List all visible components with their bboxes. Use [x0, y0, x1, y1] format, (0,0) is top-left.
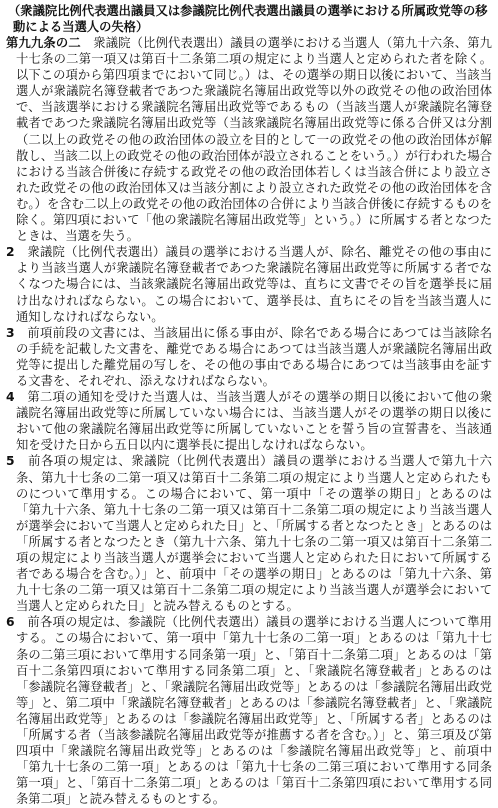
paragraph-text: 第二項の通知を受けた当選人は、当該当選人がその選挙の期日以後において他の衆議院名簿届出政党等に所属していない場合には、当該当選人がその選挙の期日以後において他の衆議院名簿届出政党等に所属していないことを誓う旨の宣誓書を、当該通知を受けた日から五日以内に選挙長に提出しなければならない。 [16, 390, 492, 453]
paragraph-6 [6, 614, 492, 807]
paragraph-text: 衆議院（比例代表選出）議員の選挙における当選人が、除名、離党その他の事由により当該当選人が衆議院名簿登載者であつた衆議院名簿届出政党等に所属する者でなくなつた場合には、当該衆議院名簿届出政党等は、直ちに文書でその旨を選挙長に届け出なければならない。この場合において、選挙長は、直ちにその旨を当該当選人に通知しなければならない。 [16, 245, 492, 324]
article-body [6, 35, 492, 244]
article-number: 第九九条の二 [6, 36, 81, 50]
paragraph-text: 前各項の規定は、衆議院（比例代表選出）議員の選挙における当選人で第九十六条、第九十七条の二第一項又は第百十二条第二項の規定により当選人と定められたものについて準用する。この場合において、第一項中「その選挙の期日」とあるのは「第九十六条、第九十七条の二第一項又は第百十二条第二項の規定により当該当選人が選挙会において当選人と定められた日」と、「所属する者となつたとき」とあるのは「所属する者となつたとき（第九十六条、第九十七条の二第一項又は第百十二条第二項の規定により当該当選人が選挙会において当選人と定められた日において所属する者である場合を含む。）」と、前項中「その選挙の期日」とあるのは「第九十六条、第九十七条の二第一項又は第百十二条第二項の規定により当該当選人が選挙会において当選人と定められた日」と読み替えるものとする。 [16, 454, 492, 614]
paragraph-number: 2 [6, 245, 15, 260]
paragraph-2 [6, 244, 492, 324]
paragraph-number: 4 [6, 390, 15, 405]
paragraph-number: 6 [6, 615, 15, 630]
paragraph-number: 3 [6, 325, 15, 340]
paragraph-text: 前項前段の文書には、当該届出に係る事由が、除名である場合にあつては当該除名の手続を記載した文書を、離党である場合にあつては当該当選人が衆議院名簿届出政党等に提出した離党届の写しを、その他の事由である場合にあつては当該事由を証する文書を、それぞれ、添えなければならない。 [16, 325, 492, 388]
article-heading: （衆議院比例代表選出議員又は参議院比例代表選出議員の選挙における所属政党等の移動による当選人の失格） [8, 4, 488, 34]
paragraph-text: 前各項の規定は、参議院（比例代表選出）議員の選挙における当選人について準用する。この場合において、第一項中「第九十七条の二第一項」とあるのは「第九十七条の二第三項において準用する同条第一項」と、「第百十二条第二項」とあるのは「第百十二条第四項において準用する同条第二項」と、「衆議院名簿登載者」とあるのは「参議院名簿登載者」と、「衆議院名簿届出政党等」とあるのは「参議院名簿届出政党等」と、第二項中「衆議院名簿登載者」とあるのは「参議院名簿登載者」と、「衆議院名簿届出政党等」とあるのは「参議院名簿届出政党等」と、「所属する者」とあるのは「所属する者（当該参議院名簿届出政党等が推薦する者を含む。）」と、第三項及び第四項中「衆議院名簿届出政党等」とあるのは「参議院名簿届出政党等」と、前項中「第九十七条の二第一項」とあるのは「第九十七条の二第三項において準用する同条第一項」と、「第百十二条第二項」とあるのは「第百十二条第四項において準用する同条第二項」と読み替えるものとする。 [16, 615, 492, 807]
article-text: 衆議院（比例代表選出）議員の選挙における当選人（第九十六条、第九十七条の二第一項又は第百十二条第二項の規定により当選人と定められた者を除く。以下この項から第四項までにおいて同じ。）は、その選挙の期日以後において、当該当選人が衆議院名簿登載者であつた衆議院名簿届出政党等以外の政党その他の政治団体で、当該選挙における衆議院名簿届出政党等であるもの（当該当選人が衆議院名簿登載者であつた衆議院名簿届出政党等（当該衆議院名簿届出政党等に係る合併又は分割（二以上の政党その他の政治団体の設立を目的として一の政党その他の政治団体が解散し、当該二以上の政党その他の政治団体が設立されることをいう。）が行われた場合における当該合併後に存続する政党その他の政治団体若しくは当該合併により設立された政党その他の政治団体又は当該分割により設立された政党その他の政治団体を含む。）を含む二以上の政党その他の政治団体の合併により当該合併後に存続するものを除く。第四項において「他の衆議院名簿届出政党等」という。）に所属する者となつたときは、当選を失う。 [16, 36, 492, 244]
paragraph-number: 5 [6, 454, 15, 469]
paragraph-4 [6, 389, 492, 453]
paragraph-5 [6, 453, 492, 614]
paragraph-3 [6, 325, 492, 389]
